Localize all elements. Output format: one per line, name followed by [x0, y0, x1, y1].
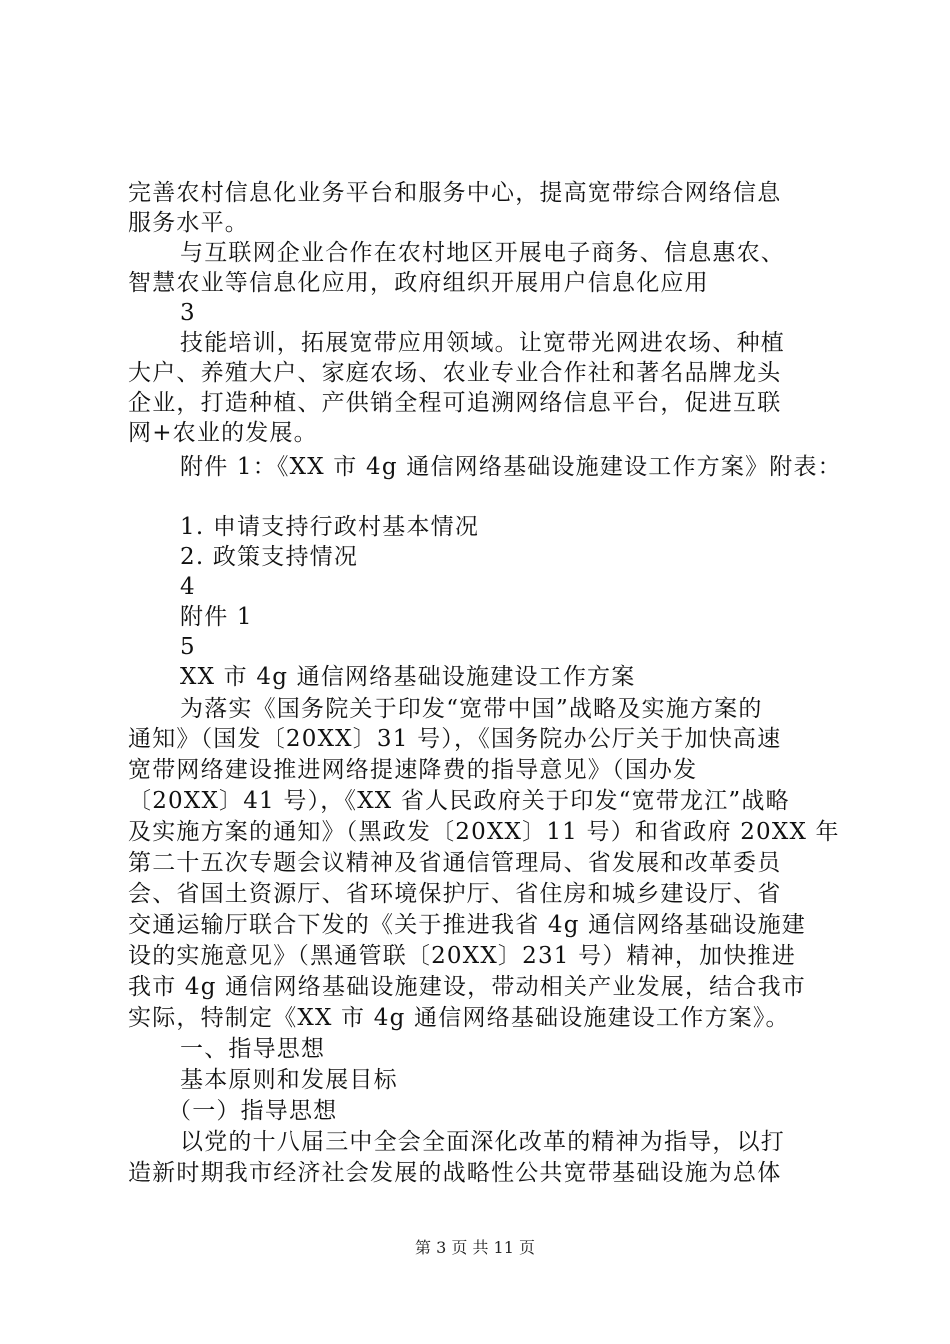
body-text-line: 会、省国土资源厅、省环境保护厅、省住房和城乡建设厅、省: [128, 881, 782, 907]
body-text-line: 技能培训，拓展宽带应用领域。让宽带光网进农场、种植: [180, 330, 785, 356]
body-text-line: 造新时期我市经济社会发展的战略性公共宽带基础设施为总体: [128, 1160, 782, 1186]
subsection-heading: （一）指导思想: [168, 1098, 338, 1124]
body-text-line: 〔20XX〕41 号），《XX 省人民政府关于印发“宽带龙江”战略: [128, 788, 790, 814]
page-number-marker: 4: [180, 574, 196, 600]
page-number-marker: 5: [180, 634, 196, 660]
body-text-line: 为落实《国务院关于印发“宽带中国”战略及实施方案的: [180, 696, 763, 722]
body-text-line: 宽带网络建设推进网络提速降费的指导意见》（国办发: [128, 757, 698, 783]
body-text-line: 完善农村信息化业务平台和服务中心，提高宽带综合网络信息: [128, 180, 782, 206]
body-text-line: 设的实施意见》（黑通管联〔20XX〕231 号）精神，加快推进: [128, 943, 796, 969]
body-text-line: 企业，打造种植、产供销全程可追溯网络信息平台，促进互联: [128, 390, 782, 416]
body-text-line: 通知》（国发〔20XX〕31 号），《国务院办公厅关于加快高速: [128, 726, 782, 752]
section-heading: 一、指导思想: [180, 1036, 326, 1062]
body-text-line: 智慧农业等信息化应用，政府组织开展用户信息化应用: [128, 270, 709, 296]
body-text-line: 第二十五次专题会议精神及省通信管理局、省发展和改革委员: [128, 850, 782, 876]
body-text-line: 我市 4g 通信网络基础设施建设，带动相关产业发展，结合我市: [128, 974, 806, 1000]
page-number-marker: 3: [180, 300, 196, 326]
document-title: XX 市 4g 通信网络基础设施建设工作方案: [180, 664, 636, 690]
body-text-line: 交通运输厅联合下发的《关于推进我省 4g 通信网络基础设施建: [128, 912, 806, 938]
section-heading: 基本原则和发展目标: [180, 1067, 398, 1093]
body-text-line: 及实施方案的通知》（黑政发〔20XX〕11 号）和省政府 20XX 年: [128, 819, 840, 845]
body-text-line: 大户、养殖大户、家庭农场、农业专业合作社和著名品牌龙头: [128, 360, 782, 386]
attachment-label: 附件 1: [180, 604, 253, 630]
body-text-line: 以党的十八届三中全会全面深化改革的精神为指导，以打: [180, 1129, 785, 1155]
list-item: 1. 申请支持行政村基本情况: [180, 514, 480, 540]
body-text-line: 实际，特制定《XX 市 4g 通信网络基础设施建设工作方案》。: [128, 1005, 790, 1031]
body-text-line: 服务水平。: [128, 210, 249, 236]
list-item: 2. 政策支持情况: [180, 544, 359, 570]
body-text-line: 与互联网企业合作在农村地区开展电子商务、信息惠农、: [180, 240, 785, 266]
attachment-heading: 附件 1：《XX 市 4g 通信网络基础设施建设工作方案》附表：: [180, 454, 842, 480]
body-text-line: 网+农业的发展。: [128, 420, 318, 446]
page-footer: 第 3 页 共 11 页: [415, 1238, 535, 1257]
